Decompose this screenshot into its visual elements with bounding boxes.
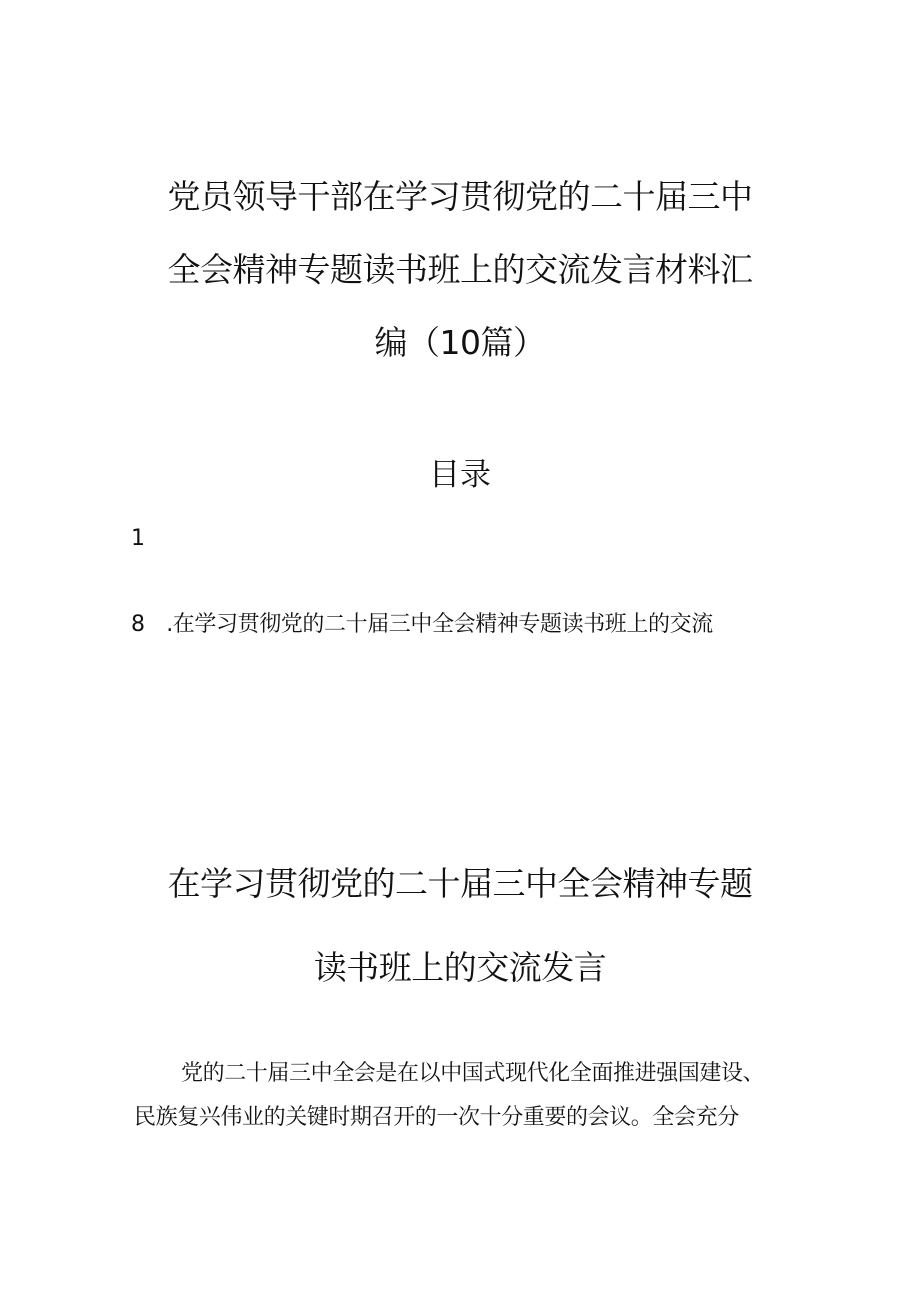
article-title-line-2: 读书班上的交流发言: [313, 948, 607, 987]
main-title-line-1: 党员领导干部在学习贯彻党的二十届三中: [167, 177, 753, 216]
article-title-line-1: 在学习贯彻党的二十届三中全会精神专题: [167, 864, 753, 903]
toc-entry[interactable]: 8 .在学习贯彻党的二十届三中全会精神专题读书班上的交流: [131, 612, 713, 637]
toc-entry[interactable]: 1: [131, 526, 145, 551]
main-title-line-2: 全会精神专题读书班上的交流发言材料汇: [167, 250, 753, 289]
main-title-line-3: 编（10篇）: [374, 323, 546, 362]
paragraph-line-1: 党的二十届三中全会是在以中国式现代化全面推进强国建设、: [181, 1061, 765, 1086]
toc-heading: 目录: [429, 457, 491, 493]
paragraph-line-2: 民族复兴伟业的关键时期召开的一次十分重要的会议。全会充分: [134, 1105, 739, 1130]
